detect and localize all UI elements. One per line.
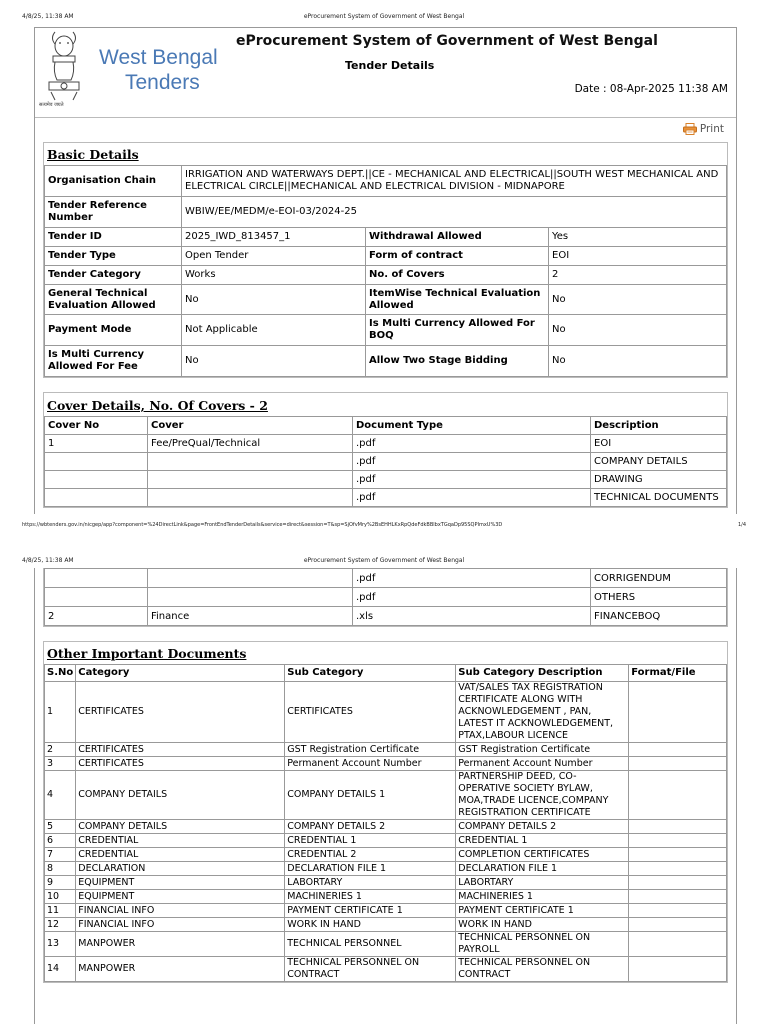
logo-tenders: Tenders [125, 71, 200, 94]
sub-category-cell: COMPANY DETAILS 2 [285, 820, 456, 834]
cover-no-cell: 1 [45, 435, 148, 453]
table-row [45, 588, 727, 607]
format-file-cell [629, 890, 727, 904]
field-label: Form of contract [366, 247, 549, 266]
field-value: No [549, 285, 727, 315]
field-value: No [182, 346, 366, 377]
table-row [45, 757, 727, 771]
sub-category-cell: MACHINERIES 1 [285, 890, 456, 904]
print-doc-title: eProcurement System of Government of West Bengal [303, 13, 465, 20]
sno-cell: 9 [45, 876, 76, 890]
national-emblem-icon [41, 30, 87, 110]
sub-category-description-cell: TECHNICAL PERSONNEL ON CONTRACT [456, 957, 629, 982]
category-cell: EQUIPMENT [76, 876, 285, 890]
table-row [45, 346, 727, 377]
category-cell: CERTIFICATES [76, 743, 285, 757]
format-file-cell [629, 820, 727, 834]
cover-details-table-continued [44, 568, 727, 626]
table-row [45, 247, 727, 266]
description-cell: OTHERS [591, 588, 727, 607]
sub-category-description-cell: DECLARATION FILE 1 [456, 862, 629, 876]
field-label: Is Multi Currency Allowed For BOQ [366, 315, 549, 346]
sub-category-cell: TECHNICAL PERSONNEL ON CONTRACT [285, 957, 456, 982]
table-row [45, 904, 727, 918]
other-documents-section [43, 641, 728, 983]
field-value: Works [182, 266, 366, 285]
cover-no-cell [45, 453, 148, 471]
table-row [45, 569, 727, 588]
cover-cell [148, 569, 353, 588]
sub-category-cell: CREDENTIAL 1 [285, 834, 456, 848]
description-cell: FINANCEBOQ [591, 607, 727, 626]
table-row [45, 166, 727, 197]
sub-category-description-cell: MACHINERIES 1 [456, 890, 629, 904]
table-row [45, 266, 727, 285]
sub-category-description-cell: Permanent Account Number [456, 757, 629, 771]
basic-details-section [43, 142, 728, 378]
date-display: Date : 08-Apr-2025 11:38 AM [574, 83, 728, 95]
sub-category-description-cell: VAT/SALES TAX REGISTRATION CERTIFICATE ALONG WITH ACKNOWLEDGEMENT , PAN, LATEST IT ACKNOWLEDGEMENT, PTAX,LABOUR LICENCE [456, 682, 629, 743]
field-label: Allow Two Stage Bidding [366, 346, 549, 377]
format-file-cell [629, 848, 727, 862]
basic-details-title: Basic Details [47, 147, 139, 162]
field-label: Tender Type [45, 247, 182, 266]
table-row [45, 876, 727, 890]
sno-cell: 13 [45, 932, 76, 957]
field-label: General Technical Evaluation Allowed [45, 285, 182, 315]
field-value: Open Tender [182, 247, 366, 266]
basic-details-table [44, 165, 727, 377]
page-2 [34, 568, 737, 1024]
column-header: Cover [148, 417, 353, 435]
sno-cell: 1 [45, 682, 76, 743]
tender-reference-value: WBIW/EE/MEDM/e-EOI-03/2024-25 [182, 197, 727, 228]
print-header-2 [0, 554, 768, 566]
print-row [35, 118, 736, 142]
cover-no-cell [45, 569, 148, 588]
format-file-cell [629, 862, 727, 876]
description-cell: EOI [591, 435, 727, 453]
cover-cell [148, 453, 353, 471]
category-cell: FINANCIAL INFO [76, 904, 285, 918]
format-file-cell [629, 918, 727, 932]
table-row [45, 848, 727, 862]
table-row [45, 197, 727, 228]
logo-west-bengal: West Bengal [99, 46, 218, 69]
table-header-row [45, 417, 727, 435]
field-value: No [549, 346, 727, 377]
sub-category-cell: CERTIFICATES [285, 682, 456, 743]
table-row [45, 743, 727, 757]
organisation-chain-value: IRRIGATION AND WATERWAYS DEPT.||CE - MECHANICAL AND ELECTRICAL||SOUTH WEST MECHANICAL AND ELECTRICAL CIRCLE||MECHANICAL AND ELECTRICAL DIVISION - MIDNAPORE [182, 166, 727, 197]
print-url: https://wbtenders.gov.in/nicgep/app?component=%24DirectLink&page=FrontEndTenderDetails&service=direct&session=T&sp=SjOfvMry%2BsEHHLKxRpQdeFdkBBlbxTGqaDp95SQPImxU%3D [22, 522, 503, 528]
sub-category-description-cell: COMPLETION CERTIFICATES [456, 848, 629, 862]
field-value: Not Applicable [182, 315, 366, 346]
sub-category-cell: DECLARATION FILE 1 [285, 862, 456, 876]
other-documents-title: Other Important Documents [47, 646, 247, 661]
field-label: Tender ID [45, 228, 182, 247]
column-header: Sub Category Description [456, 665, 629, 682]
document-type-cell: .pdf [353, 453, 591, 471]
category-cell: FINANCIAL INFO [76, 918, 285, 932]
print-datetime: 4/8/25, 11:38 AM [22, 557, 74, 564]
cover-cell: Fee/PreQual/Technical [148, 435, 353, 453]
document-type-cell: .xls [353, 607, 591, 626]
category-cell: COMPANY DETAILS [76, 820, 285, 834]
sub-category-description-cell: PARTNERSHIP DEED, CO-OPERATIVE SOCIETY BYLAW, MOA,TRADE LICENCE,COMPANY REGISTRATION CERTIFICATE [456, 771, 629, 820]
print-datetime: 4/8/25, 11:38 AM [22, 13, 74, 20]
print-header [0, 10, 768, 22]
format-file-cell [629, 743, 727, 757]
sub-category-description-cell: COMPANY DETAILS 2 [456, 820, 629, 834]
cover-no-cell [45, 588, 148, 607]
sno-cell: 4 [45, 771, 76, 820]
category-cell: DECLARATION [76, 862, 285, 876]
format-file-cell [629, 876, 727, 890]
sub-category-description-cell: GST Registration Certificate [456, 743, 629, 757]
category-cell: MANPOWER [76, 957, 285, 982]
table-row [45, 820, 727, 834]
sub-category-description-cell: PAYMENT CERTIFICATE 1 [456, 904, 629, 918]
table-row [45, 453, 727, 471]
format-file-cell [629, 957, 727, 982]
field-label: Withdrawal Allowed [366, 228, 549, 247]
description-cell: TECHNICAL DOCUMENTS [591, 489, 727, 507]
cover-details-title: Cover Details, No. Of Covers - 2 [47, 398, 268, 413]
field-label: No. of Covers [366, 266, 549, 285]
column-header: Cover No [45, 417, 148, 435]
column-header: Description [591, 417, 727, 435]
table-row [45, 932, 727, 957]
sub-category-description-cell: LABORTARY [456, 876, 629, 890]
print-label: Print [699, 123, 724, 135]
sub-category-cell: WORK IN HAND [285, 918, 456, 932]
description-cell: DRAWING [591, 471, 727, 489]
table-row [45, 771, 727, 820]
cover-cell: Finance [148, 607, 353, 626]
table-row [45, 834, 727, 848]
table-row [45, 285, 727, 315]
format-file-cell [629, 757, 727, 771]
field-label: ItemWise Technical Evaluation Allowed [366, 285, 549, 315]
print-page-number: 1/4 [737, 522, 746, 528]
printer-icon [683, 123, 697, 135]
table-row [45, 957, 727, 982]
document-type-cell: .pdf [353, 471, 591, 489]
document-type-cell: .pdf [353, 569, 591, 588]
sub-category-cell: PAYMENT CERTIFICATE 1 [285, 904, 456, 918]
field-value: No [549, 315, 727, 346]
sno-cell: 7 [45, 848, 76, 862]
table-row [45, 435, 727, 453]
column-header: S.No [45, 665, 76, 682]
field-label: Tender Reference Number [45, 197, 182, 228]
cover-details-table [44, 416, 727, 507]
category-cell: CREDENTIAL [76, 834, 285, 848]
sub-category-description-cell: TECHNICAL PERSONNEL ON PAYROLL [456, 932, 629, 957]
cover-cell [148, 588, 353, 607]
table-row [45, 607, 727, 626]
table-row [45, 918, 727, 932]
print-button[interactable] [683, 123, 724, 135]
table-row [45, 862, 727, 876]
sno-cell: 11 [45, 904, 76, 918]
category-cell: CERTIFICATES [76, 757, 285, 771]
format-file-cell [629, 834, 727, 848]
field-value: Yes [549, 228, 727, 247]
field-value: 2 [549, 266, 727, 285]
format-file-cell [629, 904, 727, 918]
sub-category-cell: CREDENTIAL 2 [285, 848, 456, 862]
cover-details-section [43, 392, 728, 508]
table-row [45, 228, 727, 247]
emblem-caption: सत्यमेव जयते [39, 102, 64, 108]
print-footer [0, 520, 768, 530]
sub-category-cell: LABORTARY [285, 876, 456, 890]
format-file-cell [629, 682, 727, 743]
table-row [45, 471, 727, 489]
format-file-cell [629, 771, 727, 820]
cover-cell [148, 471, 353, 489]
sub-category-cell: GST Registration Certificate [285, 743, 456, 757]
cover-cell [148, 489, 353, 507]
table-row [45, 489, 727, 507]
category-cell: MANPOWER [76, 932, 285, 957]
site-title: eProcurement System of Government of West Bengal [236, 33, 658, 49]
description-cell: CORRIGENDUM [591, 569, 727, 588]
page-1 [34, 27, 737, 514]
sub-category-cell: Permanent Account Number [285, 757, 456, 771]
sno-cell: 10 [45, 890, 76, 904]
field-label: Organisation Chain [45, 166, 182, 197]
category-cell: EQUIPMENT [76, 890, 285, 904]
sno-cell: 3 [45, 757, 76, 771]
other-documents-table [44, 664, 727, 982]
column-header: Sub Category [285, 665, 456, 682]
sno-cell: 5 [45, 820, 76, 834]
category-cell: COMPANY DETAILS [76, 771, 285, 820]
table-row [45, 682, 727, 743]
category-cell: CREDENTIAL [76, 848, 285, 862]
table-header-row [45, 665, 727, 682]
column-header: Category [76, 665, 285, 682]
field-label: Tender Category [45, 266, 182, 285]
column-header: Document Type [353, 417, 591, 435]
format-file-cell [629, 932, 727, 957]
sub-category-cell: COMPANY DETAILS 1 [285, 771, 456, 820]
cover-details-continued [43, 568, 728, 627]
field-value: EOI [549, 247, 727, 266]
field-value: No [182, 285, 366, 315]
sub-category-cell: TECHNICAL PERSONNEL [285, 932, 456, 957]
category-cell: CERTIFICATES [76, 682, 285, 743]
cover-no-cell [45, 471, 148, 489]
column-header: Format/File [629, 665, 727, 682]
cover-no-cell: 2 [45, 607, 148, 626]
page-title: Tender Details [345, 59, 435, 72]
sno-cell: 6 [45, 834, 76, 848]
masthead [35, 28, 736, 118]
sno-cell: 2 [45, 743, 76, 757]
table-row [45, 890, 727, 904]
sno-cell: 8 [45, 862, 76, 876]
field-value: 2025_IWD_813457_1 [182, 228, 366, 247]
field-label: Payment Mode [45, 315, 182, 346]
sno-cell: 14 [45, 957, 76, 982]
document-type-cell: .pdf [353, 435, 591, 453]
cover-no-cell [45, 489, 148, 507]
sno-cell: 12 [45, 918, 76, 932]
print-doc-title: eProcurement System of Government of West Bengal [303, 557, 465, 564]
sub-category-description-cell: CREDENTIAL 1 [456, 834, 629, 848]
description-cell: COMPANY DETAILS [591, 453, 727, 471]
sub-category-description-cell: WORK IN HAND [456, 918, 629, 932]
table-row [45, 315, 727, 346]
document-type-cell: .pdf [353, 588, 591, 607]
field-label: Is Multi Currency Allowed For Fee [45, 346, 182, 377]
document-type-cell: .pdf [353, 489, 591, 507]
